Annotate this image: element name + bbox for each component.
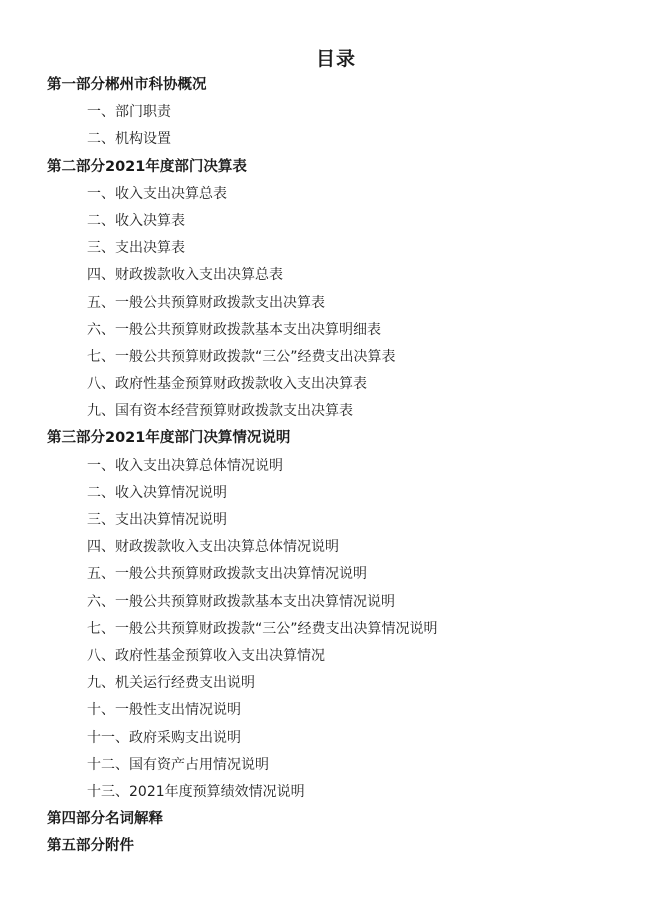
toc-item[interactable]: 六、一般公共预算财政拨款基本支出决算明细表: [87, 321, 381, 338]
toc-item[interactable]: 二、机构设置: [87, 131, 171, 148]
page-title: 目录: [315, 48, 356, 70]
section-heading[interactable]: 第一部分郴州市科协概况: [47, 77, 207, 93]
toc-item[interactable]: 八、政府性基金预算收入支出决算情况: [87, 647, 325, 664]
toc-item[interactable]: 十、一般性支出情况说明: [87, 702, 241, 719]
toc-item[interactable]: 一、部门职责: [87, 104, 171, 121]
toc-item[interactable]: 三、支出决算情况说明: [87, 512, 227, 528]
toc-section: [0, 72, 650, 154]
toc-item[interactable]: 三、支出决算表: [87, 240, 185, 257]
toc-item[interactable]: 六、一般公共预算财政拨款基本支出决算情况说明: [87, 593, 395, 610]
toc-item[interactable]: 四、财政拨款收入支出决算总体情况说明: [87, 539, 339, 556]
toc-section: [0, 425, 650, 806]
toc-item[interactable]: 二、收入决算情况说明: [87, 484, 227, 501]
toc-item[interactable]: 十一、政府采购支出说明: [87, 729, 241, 746]
section-heading[interactable]: 第三部分2021年度部门决算情况说明: [47, 430, 291, 447]
toc-item[interactable]: 五、一般公共预算财政拨款支出决算情况说明: [87, 566, 367, 583]
toc-item[interactable]: 五、一般公共预算财政拨款支出决算表: [87, 294, 325, 311]
toc-item[interactable]: 七、一般公共预算财政拨款“三公”经费支出决算表: [87, 348, 396, 365]
section-heading[interactable]: 第五部分附件: [47, 838, 134, 855]
toc-item[interactable]: 十二、国有资产占用情况说明: [87, 756, 269, 773]
toc-section: [0, 154, 650, 426]
toc-item[interactable]: 七、一般公共预算财政拨款“三公”经费支出决算情况说明: [87, 620, 438, 637]
toc-item[interactable]: 一、收入支出决算总表: [87, 185, 227, 202]
section-heading[interactable]: 第四部分名词解释: [47, 811, 163, 828]
toc-item[interactable]: 二、收入决算表: [87, 212, 185, 229]
toc-item[interactable]: 四、财政拨款收入支出决算总表: [87, 267, 283, 284]
toc-section: [0, 833, 650, 860]
toc-item[interactable]: 一、收入支出决算总体情况说明: [87, 457, 283, 474]
table-of-contents: [0, 72, 650, 860]
toc-item[interactable]: 八、政府性基金预算财政拨款收入支出决算表: [87, 376, 367, 393]
toc-item[interactable]: 九、国有资本经营预算财政拨款支出决算表: [87, 403, 353, 420]
toc-section: [0, 806, 650, 833]
section-heading[interactable]: 第二部分2021年度部门决算表: [47, 158, 247, 175]
toc-item[interactable]: 十三、2021年度预算绩效情况说明: [87, 783, 305, 800]
toc-item[interactable]: 九、机关运行经费支出说明: [87, 675, 255, 692]
